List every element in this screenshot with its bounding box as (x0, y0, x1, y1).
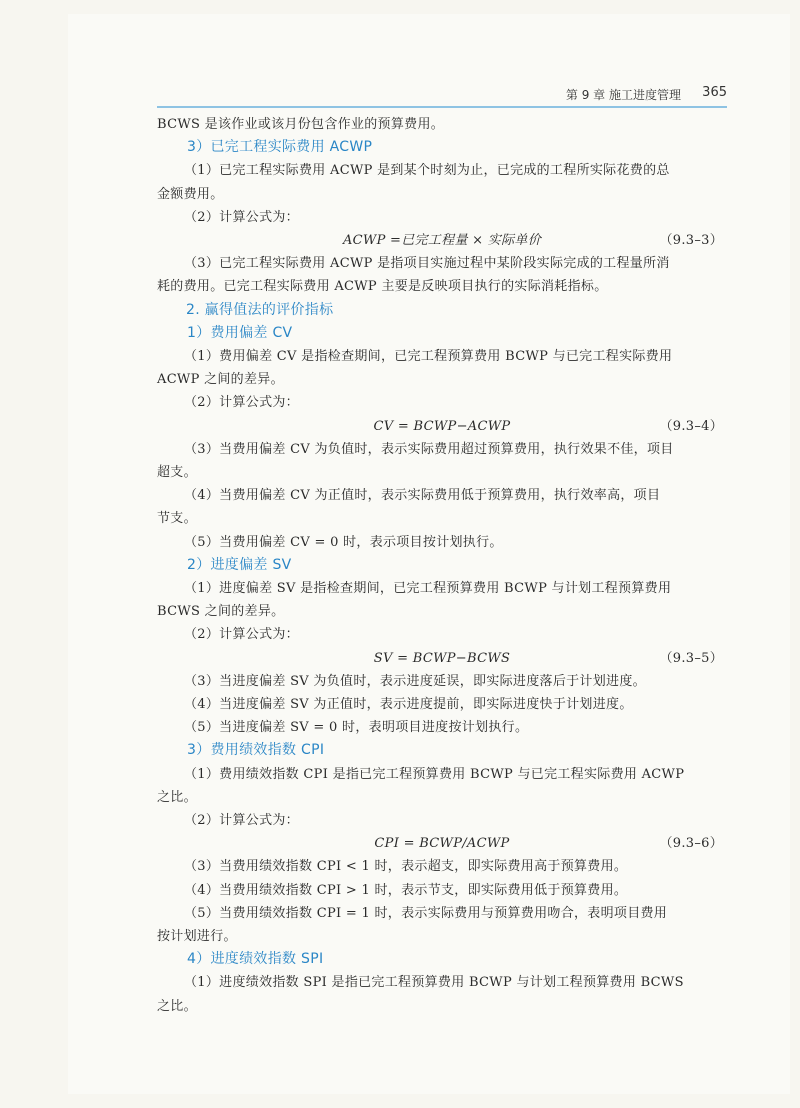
paragraph-line: （1）费用绩效指数 CPI 是指已完工程预算费用 BCWP 与已完工程实际费用 ACWP (184, 766, 685, 782)
paragraph-continuation: 之比。 (157, 998, 197, 1014)
paragraph-continuation: BCWS 之间的差异。 (157, 604, 285, 620)
paragraph-continuation: 按计划进行。 (157, 929, 237, 945)
paragraph-line: （3）已完工程实际费用 ACWP 是指项目实施过程中某阶段实际完成的工程量所消 (184, 256, 670, 272)
paragraph-line: （1）进度绩效指数 SPI 是指已完工程预算费用 BCWP 与计划工程预算费用 BCWS (184, 975, 684, 991)
subsection-heading: 2）进度偏差 SV (187, 556, 292, 573)
running-header (157, 84, 727, 108)
paragraph-line: （3）当进度偏差 SV 为负值时，表示进度延误，即实际进度落后于计划进度。 (184, 673, 646, 689)
paragraph-line: （5）当费用绩效指数 CPI = 1 时，表示实际费用与预算费用吻合，表明项目费用 (184, 905, 668, 921)
formula-expression: ACWP =已完工程量 × 实际单价 (342, 233, 542, 249)
subsection-heading: 3）已完工程实际费用 ACWP (187, 139, 373, 156)
paragraph-line: （1）进度偏差 SV 是指检查期间，已完工程预算费用 BCWP 与计划工程预算费用 (184, 581, 672, 597)
paragraph-line: （2）计算公式为： (184, 395, 299, 411)
formula (157, 647, 727, 670)
paragraph-line: （3）当费用绩效指数 CPI < 1 时，表示超支，即实际费用高于预算费用。 (184, 859, 628, 875)
formula-expression: SV = BCWP−BCWS (373, 650, 511, 666)
paragraph-line: （1）费用偏差 CV 是指检查期间，已完工程预算费用 BCWP 与已完工程实际费用 (184, 349, 673, 365)
formula-number: （9.3–3） (659, 233, 723, 249)
subsection-heading: 3）费用绩效指数 CPI (187, 742, 325, 759)
chapter-title: 第 9 章 施工进度管理 (565, 88, 681, 102)
formula-number: （9.3–5） (659, 650, 723, 666)
formula-expression: CPI = BCWP/ACWP (374, 836, 510, 852)
paragraph-continuation: 金额费用。 (157, 186, 224, 202)
formula (157, 415, 727, 438)
paragraph-continuation: 节支。 (157, 511, 197, 527)
paragraph-continuation: 之比。 (157, 789, 197, 805)
paragraph-line: （4）当进度偏差 SV 为正值时，表示进度提前，即实际进度快于计划进度。 (184, 697, 633, 713)
page-body (157, 113, 727, 1018)
paragraph-line: （2）计算公式为： (184, 813, 299, 829)
formula (157, 832, 727, 855)
paragraph-line: （4）当费用绩效指数 CPI > 1 时，表示节支，即实际费用低于预算费用。 (184, 882, 628, 898)
paragraph-continuation: 超支。 (157, 465, 197, 481)
formula (157, 229, 727, 252)
formula-expression: CV = BCWP−ACWP (373, 418, 511, 434)
paragraph-continuation: BCWS 是该作业或该月份包含作业的预算费用。 (157, 117, 445, 132)
subsection-heading: 1）费用偏差 CV (187, 324, 293, 341)
paragraph-line: （2）计算公式为： (184, 209, 299, 225)
formula-number: （9.3–6） (659, 836, 723, 852)
page-number: 365 (702, 85, 727, 100)
paragraph-continuation: 耗的费用。已完工程实际费用 ACWP 主要是反映项目执行的实际消耗指标。 (157, 279, 608, 295)
paragraph-line: （3）当费用偏差 CV 为负值时，表示实际费用超过预算费用，执行效果不佳，项目 (184, 441, 674, 457)
paragraph-line: （1）已完工程实际费用 ACWP 是到某个时刻为止，已完成的工程所实际花费的总 (184, 163, 670, 179)
paragraph-line: （5）当费用偏差 CV = 0 时，表示项目按计划执行。 (184, 534, 503, 550)
paragraph-line: （4）当费用偏差 CV 为正值时，表示实际费用低于预算费用，执行效率高，项目 (184, 488, 661, 504)
subsection-heading: 4）进度绩效指数 SPI (187, 951, 324, 968)
paragraph-continuation: ACWP 之间的差异。 (157, 372, 284, 388)
section-heading: 2. 赢得值法的评价指标 (186, 301, 334, 318)
paragraph-line: （2）计算公式为： (184, 627, 299, 643)
formula-number: （9.3–4） (659, 418, 723, 434)
paragraph-line: （5）当进度偏差 SV = 0 时，表明项目进度按计划执行。 (184, 720, 529, 736)
